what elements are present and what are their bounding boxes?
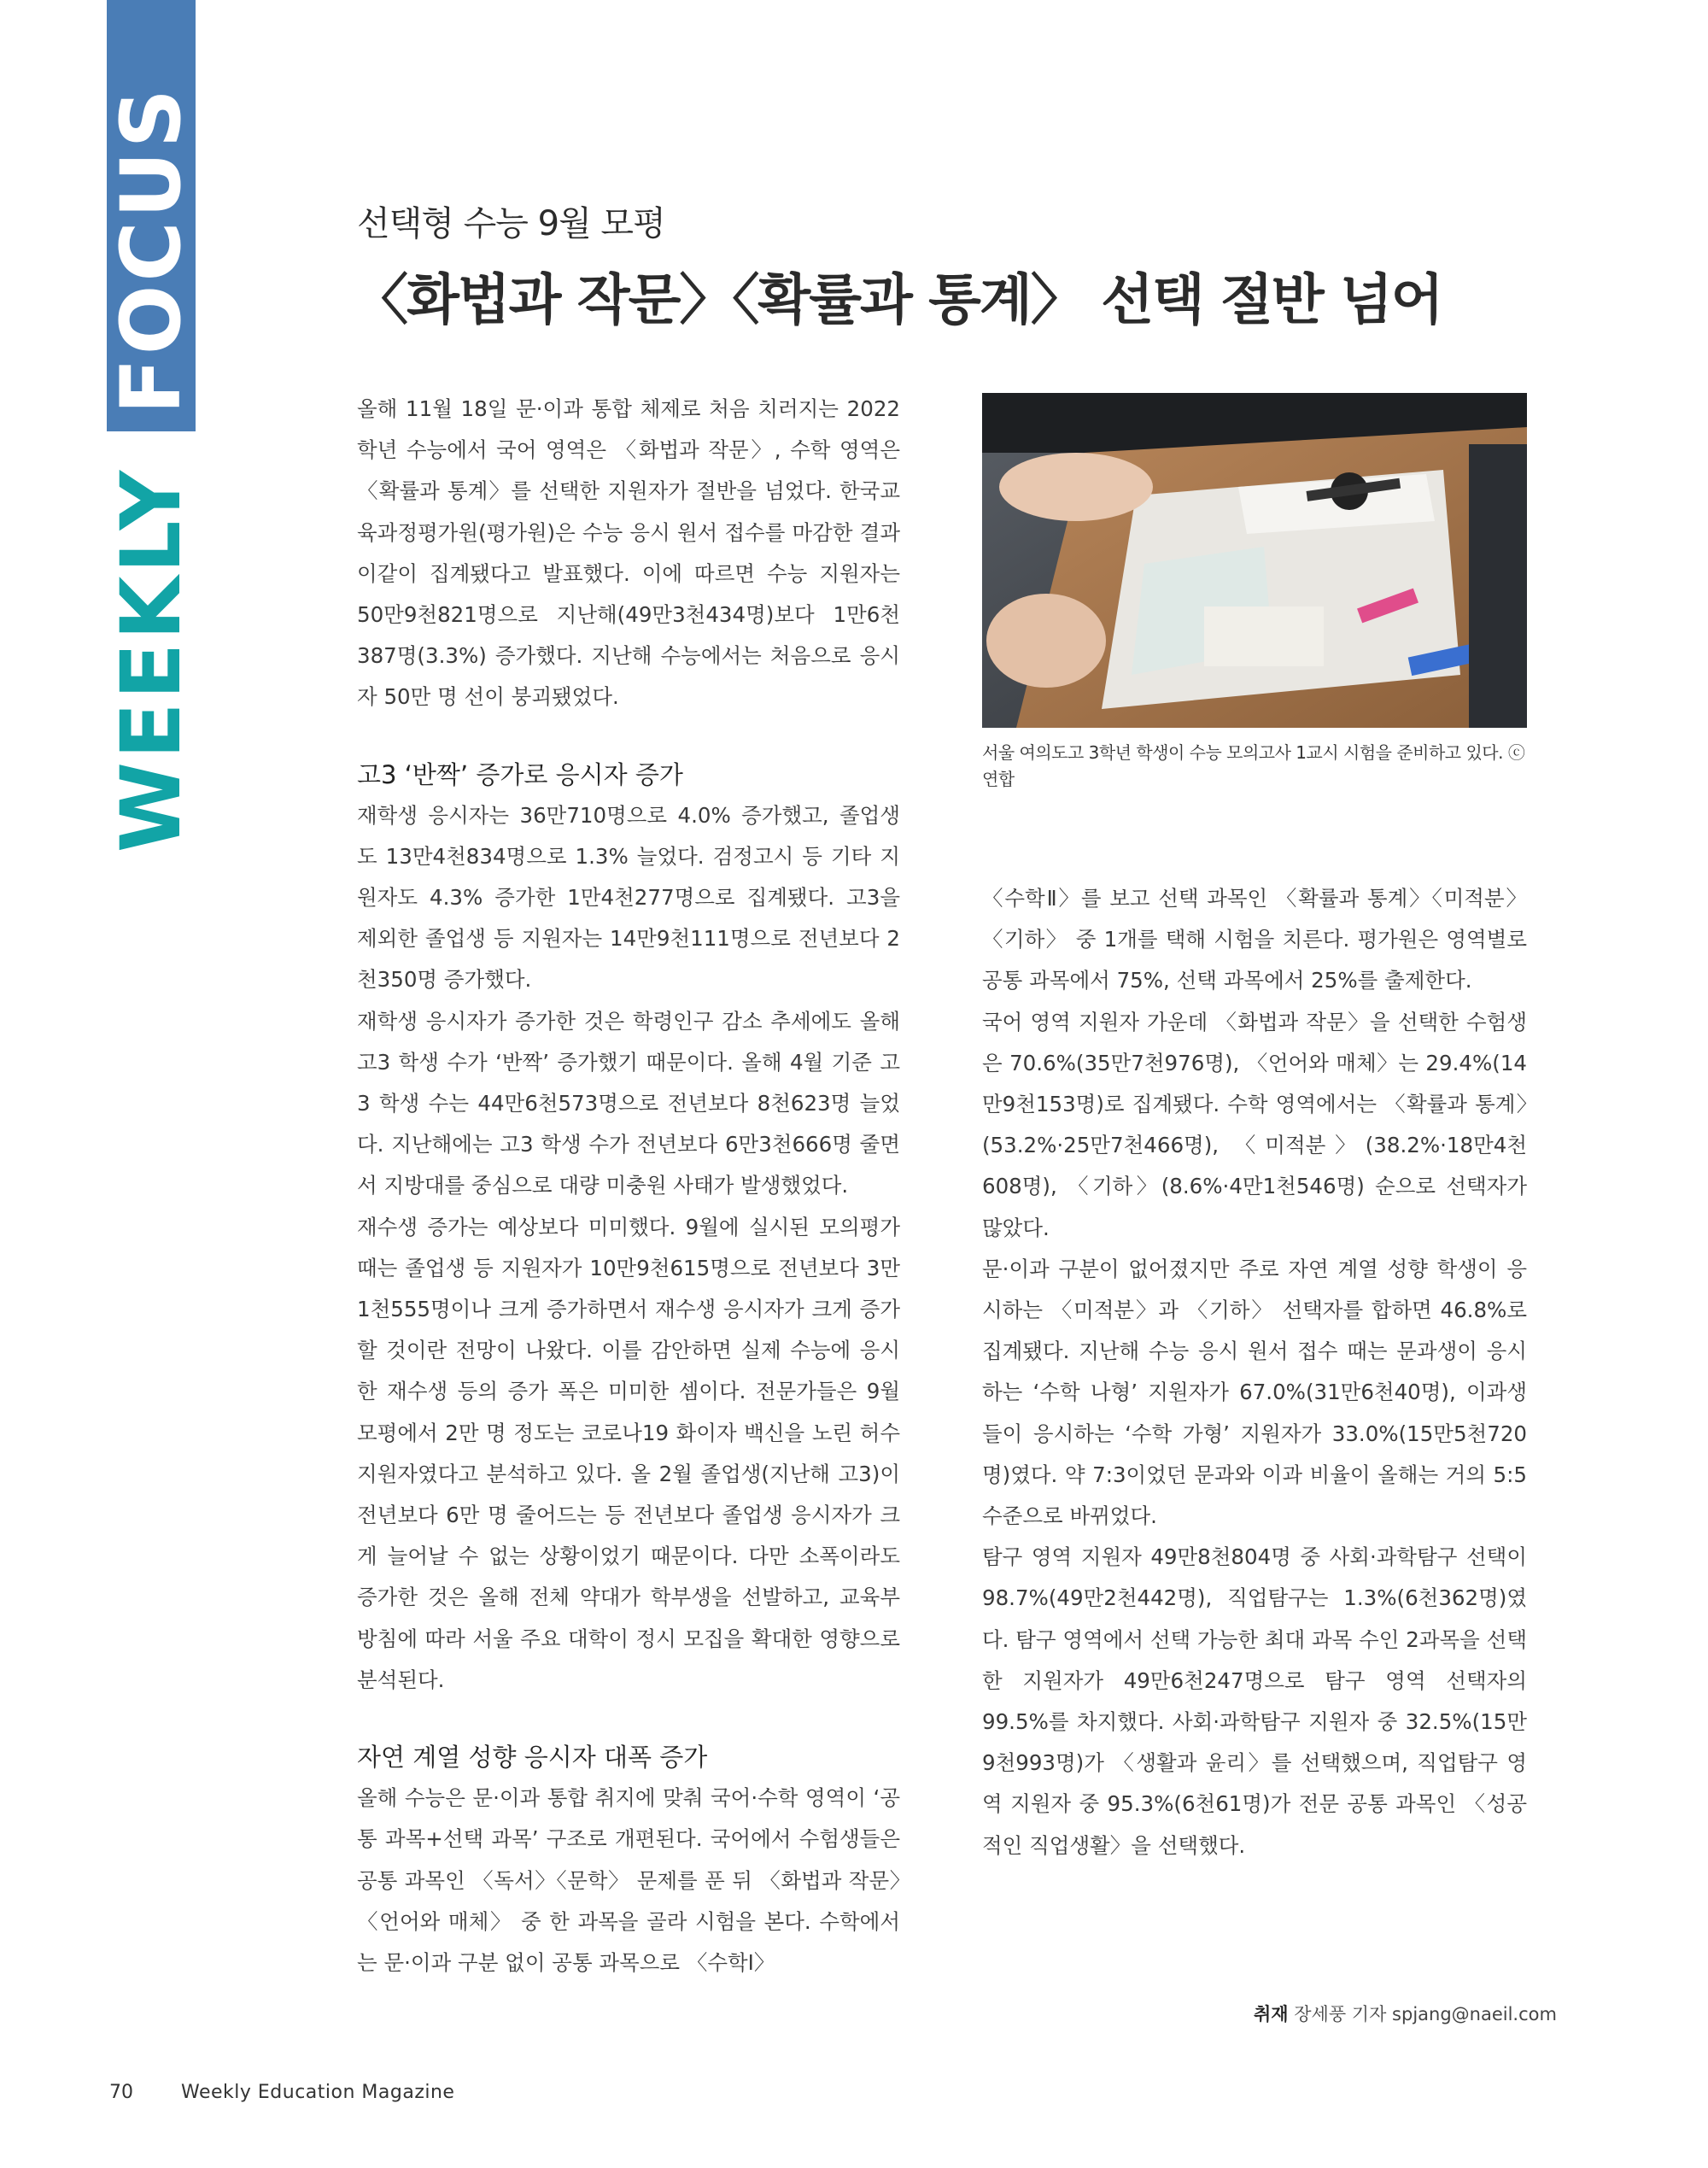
- intro-paragraph: 올해 11월 18일 문·이과 통합 체제로 처음 치러지는 2022학년 수능에서 국어 영역은 〈화법과 작문〉, 수학 영역은 〈확률과 통계〉를 선택한 지원자가 절반을 넘었다. 한국교육과정평가원(평가원)은 수능 응시 원서 접수를 마감한 결과 이같이 집계됐다고 발표했다. 이에 따르면 수능 지원자는 50만9천821명으로 지난해(49만3천434명)보다 1만6천387명(3.3%) 증가했다. 지난해 수능에서는 처음으로 응시자 50만 명 선이 붕괴됐었다.: [357, 396, 900, 710]
- section-heading-1: 고3 ‘반짝’ 증가로 응시자 증가: [357, 759, 683, 789]
- exam-desk-photo: [982, 393, 1527, 728]
- magazine-name: Weekly Education Magazine: [181, 2082, 455, 2103]
- section-label: [103, 3, 199, 853]
- paragraph: 국어 영역 지원자 가운데 〈화법과 작문〉을 선택한 수험생은 70.6%(35만7천976명), 〈언어와 매체〉는 29.4%(14만9천153명)로 집계됐다. 수학 영역에서는 〈확률과 통계〉(53.2%·25만7천466명), 〈미적분〉(38.2%·18만4천608명), 〈기하〉(8.6%·4만1천546명) 순으로 선택자가 많았다.: [982, 1009, 1527, 1240]
- paragraph: 재수생 증가는 예상보다 미미했다. 9월에 실시된 모의평가 때는 졸업생 등 지원자가 10만9천615명으로 전년보다 3만1천555명이나 크게 증가하면서 재수생 응시자가 크게 증가할 것이란 전망이 나왔다. 이를 감안하면 실제 수능에 응시한 재수생 등의 증가 폭은 미미한 셈이다. 전문가들은 9월 모평에서 2만 명 정도는 코로나19 화이자 백신을 노린 허수 지원자였다고 분석하고 있다. 올 2월 졸업생(지난해 고3)이 전년보다 6만 명 줄어드는 등 전년보다 졸업생 응시자가 크게 늘어날 수 없는 상황이었기 때문이다. 다만 소폭이라도 증가한 것은 올해 전체 약대가 학부생을 선발하고, 교육부 방침에 따라 서울 주요 대학이 정시 모집을 확대한 영향으로 분석된다.: [357, 1214, 900, 1692]
- byline-text: 장세풍 기자 spjang@naeil.com: [1294, 2004, 1557, 2024]
- article-kicker: 선택형 수능 9월 모평: [357, 204, 665, 243]
- paragraph: 탐구 영역 지원자 49만8천804명 중 사회·과학탐구 선택이 98.7%(49만2천442명), 직업탐구는 1.3%(6천362명)였다. 탐구 영역에서 선택 가능한 최대 과목 수인 2과목을 선택한 지원자가 49만6천247명으로 탐구 영역 선택자의 99.5%를 차지했다. 사회·과학탐구 지원자 중 32.5%(15만9천993명)가 〈생활과 윤리〉를 선택했으며, 직업탐구 영역 지원자 중 95.3%(6천61명)가 전문 공통 과목인 〈성공적인 직업생활〉을 선택했다.: [982, 1544, 1527, 1858]
- section-label-weekly: WEEKLY: [103, 466, 199, 853]
- right-column: [982, 878, 1527, 1866]
- paragraph: 재학생 응시자가 증가한 것은 학령인구 감소 추세에도 올해 고3 학생 수가 ‘반짝’ 증가했기 때문이다. 올해 4월 기준 고3 학생 수는 44만6천573명으로 전년보다 8천623명 늘었다. 지난해에는 고3 학생 수가 전년보다 6만3천666명 줄면서 지방대를 중심으로 대량 미충원 사태가 발생했었다.: [357, 1008, 900, 1198]
- paragraph: 문·이과 구분이 없어졌지만 주로 자연 계열 성향 학생이 응시하는 〈미적분〉과 〈기하〉 선택자를 합하면 46.8%로 집계됐다. 지난해 수능 응시 원서 접수 때는 문과생이 응시하는 ‘수학 나형’ 지원자가 67.0%(31만6천40명), 이과생들이 응시하는 ‘수학 가형’ 지원자가 33.0%(15만5천720명)였다. 약 7:3이었던 문과와 이과 비율이 올해는 거의 5:5 수준으로 바뀌었다.: [982, 1256, 1527, 1529]
- section-label-focus: FOCUS: [103, 85, 199, 414]
- article-photo: [982, 393, 1527, 728]
- paragraph: 올해 수능은 문·이과 통합 취지에 맞춰 국어·수학 영역이 ‘공통 과목+선택 과목’ 구조로 개편된다. 국어에서 수험생들은 공통 과목인 〈독서〉〈문학〉 문제를 푼 뒤 〈화법과 작문〉〈언어와 매체〉 중 한 과목을 골라 시험을 본다. 수학에서는 문·이과 구분 없이 공통 과목으로 〈수학Ⅰ〉: [357, 1785, 900, 1975]
- section-heading-2: 자연 계열 성향 응시자 대폭 증가: [357, 1743, 708, 1772]
- article-headline: 〈화법과 작문〉〈확률과 통계〉 선택 절반 넘어: [354, 269, 1442, 332]
- left-column: [357, 389, 900, 1983]
- byline-label: 취재: [1254, 2004, 1289, 2024]
- paragraph: 〈수학Ⅱ〉를 보고 선택 과목인 〈확률과 통계〉〈미적분〉〈기하〉 중 1개를 택해 시험을 치른다. 평가원은 영역별로 공통 과목에서 75%, 선택 과목에서 25%를 출제한다.: [982, 886, 1527, 993]
- byline: [1254, 2001, 1557, 2026]
- paragraph: 재학생 응시자는 36만710명으로 4.0% 증가했고, 졸업생도 13만4천834명으로 1.3% 늘었다. 검정고시 등 기타 지원자도 4.3% 증가한 1만4천277명으로 집계됐다. 고3을 제외한 졸업생 등 지원자는 14만9천111명으로 전년보다 2천350명 증가했다.: [357, 802, 900, 993]
- photo-caption: 서울 여의도고 3학년 학생이 수능 모의고사 1교시 시험을 준비하고 있다. ⓒ 연합: [982, 742, 1525, 789]
- page-number: 70: [109, 2082, 133, 2103]
